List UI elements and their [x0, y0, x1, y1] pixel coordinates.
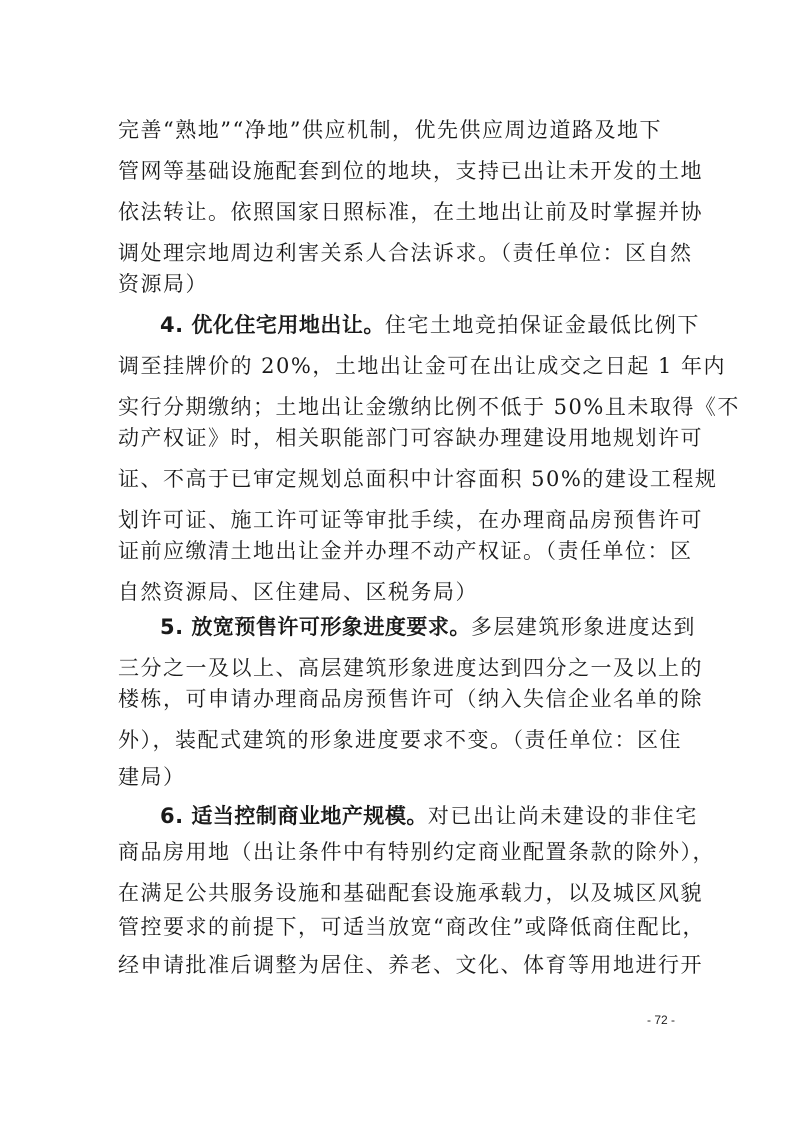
text-line: 动产权证》时，相关职能部门可容缺办理建设用地规划许可	[118, 426, 703, 450]
text-line: 外），装配式建筑的形象进度要求不变。（责任单位：区住	[118, 728, 682, 752]
paragraph-5-first-line	[160, 610, 720, 644]
paragraph-4-first-line	[160, 308, 720, 342]
text-line: 经申请批准后调整为居住、养老、文化、体育等用地进行开	[118, 953, 703, 977]
text-line: 商品房用地（出让条件中有特别约定商业配置条款的除外），	[118, 840, 715, 864]
text-line: 建局）	[118, 765, 186, 789]
text-line: 自然资源局、区住建局、区税务局）	[118, 580, 478, 604]
text-line: 证、不高于已审定规划总面积中计容面积 50%的建设工程规	[118, 467, 718, 491]
text-line: 完善“熟地”“净地”供应机制，优先供应周边道路及地下	[118, 118, 662, 142]
text-span: 住宅土地竞拍保证金最低比例下	[384, 313, 700, 337]
text-line: 实行分期缴纳；土地出让金缴纳比例不低于 50%且未取得《不	[118, 395, 740, 419]
text-line: 调处理宗地周边利害关系人合法诉求。（责任单位：区自然	[118, 241, 693, 265]
text-line: 三分之一及以上、高层建筑形象进度达到四分之一及以上的	[118, 656, 703, 680]
text-line: 管控要求的前提下，可适当放宽“商改住”或降低商住配比，	[118, 915, 705, 939]
heading-4: 4. 优化住宅用地出让。	[160, 313, 385, 337]
heading-6: 6. 适当控制商业地产规模。	[160, 804, 428, 828]
text-line: 楼栋，可申请办理商品房预售许可（纳入失信企业名单的除	[118, 687, 703, 711]
text-line: 资源局）	[118, 272, 208, 296]
text-line: 管网等基础设施配套到位的地块，支持已出让未开发的土地	[118, 159, 703, 183]
paragraph-6-first-line	[160, 799, 720, 833]
text-line: 调至挂牌价的 20%，土地出让金可在出让成交之日起 1 年内	[118, 354, 727, 378]
text-line: 在满足公共服务设施和基础配套设施承载力，以及城区风貌	[118, 881, 703, 905]
text-line: 依法转让。依照国家日照标准，在土地出让前及时掌握并协	[118, 200, 703, 224]
text-span: 多层建筑形象进度达到	[470, 615, 696, 639]
text-line: 证前应缴清土地出让金并办理不动产权证。（责任单位：区	[118, 539, 693, 563]
page-number: - 72 -	[647, 1013, 676, 1027]
text-span: 对已出让尚未建设的非住宅	[427, 804, 698, 828]
heading-5: 5. 放宽预售许可形象进度要求。	[160, 615, 471, 639]
text-line: 划许可证、施工许可证等审批手续，在办理商品房预售许可	[118, 508, 703, 532]
